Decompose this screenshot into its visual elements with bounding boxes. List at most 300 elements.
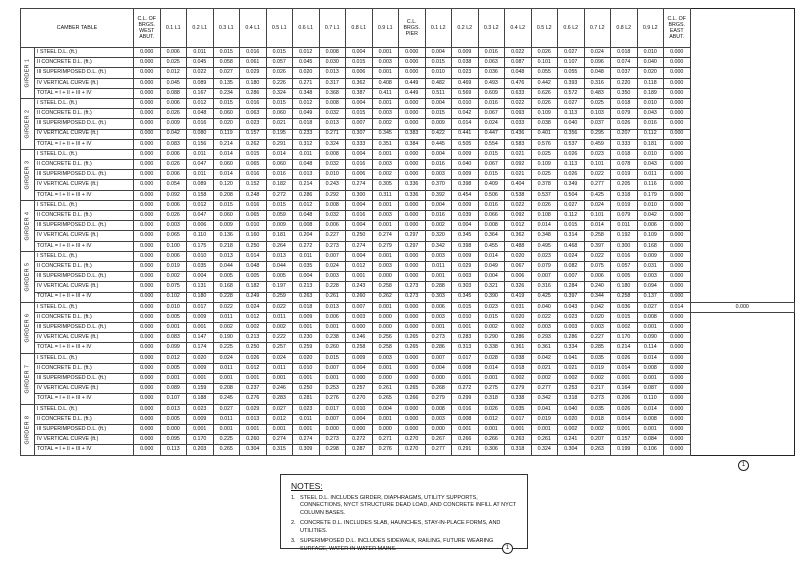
camber-value: 0.006 [425,302,452,312]
camber-value: 0.007 [319,363,346,373]
camber-value: 0.576 [531,139,558,149]
camber-value: 0.067 [505,261,532,271]
camber-value: 0.285 [584,343,611,353]
camber-value: 0.029 [240,404,267,414]
table-row [21,170,795,180]
table-row [21,302,795,312]
row-label: TOTAL = I + II + III + IV [35,292,134,302]
camber-value: 0.002 [240,323,267,333]
camber-value: 0.170 [187,435,214,445]
camber-value: 0.537 [558,139,585,149]
camber-value: 0.018 [611,149,638,159]
camber-value: 0.264 [266,241,293,251]
camber-value: 0.063 [478,58,505,68]
camber-value: 0.000 [134,68,161,78]
camber-value: 0.270 [346,394,373,404]
notes-title: NOTES: [291,481,323,491]
camber-value: 0.054 [160,180,187,190]
camber-value: 0.109 [531,109,558,119]
camber-value: 0.000 [134,343,161,353]
camber-value: 0.080 [187,129,214,139]
camber-value: 0.045 [160,78,187,88]
camber-value: 0.214 [293,180,320,190]
camber-value: 0.336 [399,180,426,190]
camber-value: 0.538 [505,190,532,200]
column-header: 0.7 L1 [319,9,346,48]
row-label: III SUPERIMPOSED D.L. (ft.) [35,272,134,282]
camber-value: 0.000 [664,404,691,414]
camber-value: 0.277 [425,445,452,455]
camber-value: 0.293 [531,333,558,343]
camber-value: 0.011 [266,363,293,373]
camber-value: 0.005 [213,272,240,282]
camber-value: 0.271 [372,435,399,445]
camber-value: 0.009 [187,414,214,424]
camber-value: 0.001 [213,374,240,384]
camber-value: 0.001 [372,149,399,159]
camber-value: 0.000 [664,190,691,200]
camber-value: 0.075 [160,282,187,292]
camber-value: 0.383 [399,129,426,139]
camber-value: 0.006 [505,272,532,282]
camber-value: 0.274 [266,435,293,445]
camber-value: 0.253 [558,384,585,394]
camber-value: 0.017 [319,404,346,414]
table-row [21,78,795,88]
camber-value: 0.304 [558,445,585,455]
camber-value: 0.024 [319,261,346,271]
camber-value: 0.263 [584,445,611,455]
camber-value: 0.286 [240,88,267,98]
camber-value: 0.026 [531,48,558,58]
camber-value: 0.320 [425,231,452,241]
camber-value: 0.049 [478,261,505,271]
camber-value: 0.004 [346,98,373,108]
camber-value: 0.024 [266,353,293,363]
camber-value: 0.027 [213,404,240,414]
girder-label [21,98,35,149]
camber-value: 0.001 [372,251,399,261]
table-row [21,129,795,139]
camber-value: 0.316 [584,78,611,88]
camber-value: 0.011 [187,149,214,159]
table-row [21,282,795,292]
camber-value: 0.015 [319,353,346,363]
camber-value: 0.009 [187,363,214,373]
camber-value: 0.024 [213,353,240,363]
camber-value: 0.001 [160,323,187,333]
camber-value: 0.019 [611,200,638,210]
column-header: 0.6 L2 [558,9,585,48]
column-header: 0.7 L2 [584,9,611,48]
camber-value: 0.002 [505,374,532,384]
note-text: STEEL D.L. INCLUDES GIRDER, DIAPHRAGMS, UTILITY SUPPORTS, CONNECTIONS, NYCT STRUCTURE DEAD LOAD, AND CONCRETE INFILL AT NYCT COLUMN BASES. [300,495,517,516]
camber-value: 0.344 [584,292,611,302]
camber-value: 0.032 [319,109,346,119]
camber-value: 0.083 [160,333,187,343]
camber-value: 0.488 [505,241,532,251]
camber-value: 0.120 [213,180,240,190]
camber-value: 0.024 [584,48,611,58]
camber-value: 0.250 [293,384,320,394]
girder-label [21,302,35,353]
camber-value: 0.000 [399,200,426,210]
camber-value: 0.004 [346,414,373,424]
camber-value: 0.000 [399,109,426,119]
camber-value: 0.245 [213,394,240,404]
camber-value: 0.027 [558,48,585,58]
table-row [21,394,795,404]
camber-value: 0.206 [611,394,638,404]
camber-value: 0.004 [425,48,452,58]
table-row [21,251,795,261]
camber-value: 0.049 [293,109,320,119]
camber-value: 0.000 [399,302,426,312]
camber-value: 0.000 [664,160,691,170]
camber-value: 0.266 [399,394,426,404]
camber-value: 0.299 [452,394,479,404]
camber-value: 0.241 [558,435,585,445]
camber-value: 0.160 [240,231,267,241]
camber-value: 0.000 [664,200,691,210]
camber-value: 0.131 [187,282,214,292]
camber-value: 0.001 [425,323,452,333]
camber-value: 0.030 [319,58,346,68]
camber-value: 0.004 [293,272,320,282]
row-label: TOTAL = I + II + III + IV [35,445,134,455]
camber-value: 0.040 [531,302,558,312]
camber-value: 0.287 [346,445,373,455]
camber-value: 0.041 [531,404,558,414]
table-row [21,292,795,302]
camber-value: 0.297 [399,231,426,241]
camber-value: 0.002 [531,374,558,384]
camber-value: 0.243 [319,180,346,190]
camber-value: 0.110 [637,394,664,404]
camber-value: 0.265 [213,445,240,455]
camber-value: 0.022 [584,251,611,261]
camber-value: 0.014 [584,221,611,231]
camber-value: 0.027 [266,404,293,414]
camber-value: 0.000 [664,241,691,251]
camber-value: 0.000 [664,261,691,271]
camber-value: 0.112 [558,211,585,221]
camber-value: 0.258 [584,231,611,241]
camber-value: 0.006 [584,272,611,282]
camber-value: 0.004 [425,149,452,159]
camber-value: 0.002 [372,119,399,129]
camber-value: 0.237 [240,384,267,394]
camber-value: 0.011 [213,414,240,424]
camber-value: 0.005 [160,363,187,373]
camber-value: 0.067 [478,109,505,119]
row-label: TOTAL = I + II + III + IV [35,343,134,353]
camber-value: 0.012 [266,414,293,424]
camber-value: 0.000 [399,58,426,68]
camber-value: 0.083 [160,139,187,149]
camber-value: 0.027 [213,68,240,78]
table-row [21,353,795,363]
camber-value: 0.026 [160,211,187,221]
camber-value: 0.175 [187,241,214,251]
camber-value: 0.157 [240,129,267,139]
row-label: TOTAL = I + II + III + IV [35,394,134,404]
camber-value: 0.024 [584,200,611,210]
camber-value: 0.040 [558,119,585,129]
camber-value: 0.006 [637,221,664,231]
camber-value: 0.001 [478,374,505,384]
camber-value: 0.270 [399,435,426,445]
camber-value: 0.313 [452,343,479,353]
camber-value: 0.181 [266,231,293,241]
camber-value: 0.000 [399,272,426,282]
camber-value: 0.026 [478,404,505,414]
camber-value: 0.243 [346,282,373,292]
camber-value: 0.025 [531,170,558,180]
camber-value: 0.010 [452,312,479,322]
camber-value: 0.004 [346,149,373,159]
camber-value: 0.038 [505,353,532,363]
camber-value: 0.112 [637,129,664,139]
camber-value: 0.060 [266,160,293,170]
camber-value: 0.016 [240,98,267,108]
camber-value: 0.441 [452,129,479,139]
camber-value: 0.292 [319,190,346,200]
table-row [21,272,795,282]
camber-value: 0.011 [213,363,240,373]
camber-value: 0.043 [637,160,664,170]
camber-value: 0.336 [399,190,426,200]
camber-value: 0.181 [637,139,664,149]
camber-value: 0.012 [187,98,214,108]
camber-value: 0.022 [266,302,293,312]
camber-value: 0.074 [611,58,638,68]
camber-value: 0.000 [134,404,161,414]
camber-value: 0.158 [187,190,214,200]
camber-value: 0.023 [478,302,505,312]
camber-value: 0.583 [505,139,532,149]
camber-value: 0.040 [637,58,664,68]
camber-value: 0.008 [319,149,346,159]
camber-value: 0.225 [213,435,240,445]
row-label: III SUPERIMPOSED D.L. (ft.) [35,424,134,434]
row-label: IV VERTICAL CURVE (ft.) [35,231,134,241]
camber-value: 0.092 [505,211,532,221]
camber-value: 0.001 [611,424,638,434]
camber-value: 0.182 [266,180,293,190]
camber-value: 0.006 [319,221,346,231]
camber-value: 0.000 [134,109,161,119]
camber-value: 0.011 [611,221,638,231]
camber-value: 0.397 [584,241,611,251]
camber-value: 0.026 [160,160,187,170]
camber-value: 0.272 [452,384,479,394]
camber-value: 0.000 [399,98,426,108]
camber-value: 0.055 [531,68,558,78]
camber-value: 0.000 [372,323,399,333]
camber-value: 0.261 [372,384,399,394]
camber-value: 0.025 [584,98,611,108]
camber-value: 0.108 [531,211,558,221]
camber-value: 0.079 [611,211,638,221]
camber-value: 0.037 [584,119,611,129]
camber-value: 0.089 [187,180,214,190]
camber-value: 0.267 [425,435,452,445]
camber-value: 0.000 [160,424,187,434]
camber-value: 0.000 [372,312,399,322]
camber-value: 0.118 [637,78,664,88]
camber-value: 0.268 [425,384,452,394]
camber-value: 0.009 [187,312,214,322]
camber-value: 0.027 [637,302,664,312]
camber-value: 0.208 [213,190,240,200]
row-label: TOTAL = I + II + III + IV [35,139,134,149]
camber-value: 0.000 [346,424,373,434]
camber-value: 0.000 [399,404,426,414]
camber-value: 0.000 [664,78,691,88]
camber-value: 0.338 [505,394,532,404]
camber-value: 0.003 [425,170,452,180]
camber-value: 0.000 [664,48,691,58]
camber-value: 0.015 [346,109,373,119]
girder-label-text: GIRDER 7 [23,364,30,394]
table-row [21,363,795,373]
camber-value: 0.000 [134,119,161,129]
table-row [21,48,795,58]
camber-value: 0.345 [452,292,479,302]
camber-value: 0.001 [160,374,187,384]
camber-value: 0.009 [452,251,479,261]
row-label: III SUPERIMPOSED D.L. (ft.) [35,68,134,78]
camber-value: 0.016 [266,170,293,180]
camber-value: 0.318 [505,445,532,455]
camber-value: 0.113 [558,160,585,170]
note-item [291,520,517,535]
camber-value: 0.398 [452,241,479,251]
camber-value: 0.001 [611,374,638,384]
camber-value: 0.230 [293,333,320,343]
camber-value: 0.000 [399,261,426,271]
girder-label [21,353,35,404]
camber-value: 0.537 [531,190,558,200]
camber-value: 0.345 [372,129,399,139]
camber-value: 0.315 [266,445,293,455]
column-header: 0.9 L1 [372,9,399,48]
camber-value: 0.205 [611,180,638,190]
camber-value: 0.001 [372,68,399,78]
camber-value: 0.103 [584,109,611,119]
camber-value: 0.001 [452,323,479,333]
camber-value: 0.192 [611,231,638,241]
camber-value: 0.342 [531,394,558,404]
camber-value: 0.014 [266,149,293,159]
camber-value: 0.272 [293,241,320,251]
camber-value: 0.007 [531,272,558,282]
camber-value: 0.114 [637,343,664,353]
row-label: IV VERTICAL CURVE (ft.) [35,78,134,88]
camber-value: 0.005 [240,272,267,282]
camber-value: 0.275 [478,384,505,394]
camber-value: 0.026 [611,353,638,363]
camber-value: 0.063 [240,109,267,119]
camber-value: 0.000 [134,129,161,139]
camber-value: 0.511 [425,88,452,98]
camber-value: 0.026 [531,200,558,210]
camber-value: 0.003 [372,160,399,170]
camber-value: 0.342 [425,241,452,251]
camber-value: 0.309 [293,445,320,455]
notes-box [280,474,528,552]
camber-value: 0.010 [160,302,187,312]
camber-value: 0.010 [637,149,664,159]
camber-value: 0.286 [505,333,532,343]
camber-value: 0.482 [425,78,452,88]
camber-value: 0.572 [558,88,585,98]
camber-value: 0.027 [558,200,585,210]
camber-value: 0.350 [611,88,638,98]
camber-value: 0.259 [266,292,293,302]
camber-value: 0.306 [478,445,505,455]
camber-value: 0.060 [266,109,293,119]
camber-value: 0.009 [637,251,664,261]
table-row [21,200,795,210]
girder-label-text: GIRDER 2 [23,109,30,139]
camber-value: 0.002 [425,221,452,231]
camber-value: 0.016 [452,404,479,414]
camber-value: 0.022 [505,48,532,58]
camber-value: 0.419 [505,292,532,302]
camber-value: 0.019 [584,363,611,373]
row-label: I STEEL D.L. (ft.) [35,251,134,261]
camber-value: 0.020 [558,414,585,424]
camber-value: 0.011 [293,251,320,261]
camber-value: 0.004 [346,200,373,210]
camber-value: 0.015 [213,98,240,108]
camber-value: 0.000 [134,88,161,98]
camber-value: 0.279 [425,394,452,404]
camber-value: 0.370 [425,180,452,190]
camber-value: 0.324 [319,139,346,149]
camber-value: 0.040 [452,160,479,170]
camber-value: 0.506 [478,190,505,200]
camber-value: 0.107 [160,394,187,404]
camber-value: 0.000 [372,374,399,384]
camber-value: 0.019 [160,261,187,271]
row-label: III SUPERIMPOSED D.L. (ft.) [35,221,134,231]
camber-value: 0.066 [478,211,505,221]
column-header: 0.8 L2 [611,9,638,48]
camber-value: 0.222 [266,333,293,343]
camber-value: 0.000 [664,58,691,68]
header-row [21,9,795,48]
row-label: II CONCRETE D.L. (ft.) [35,261,134,271]
girder-label-text: GIRDER 1 [23,58,30,88]
camber-value: 0.260 [346,292,373,302]
camber-value: 0.025 [160,58,187,68]
camber-value: 0.048 [293,211,320,221]
camber-value: 0.008 [637,414,664,424]
camber-value: 0.000 [399,323,426,333]
camber-value: 0.035 [505,404,532,414]
camber-value: 0.001 [452,374,479,384]
camber-value: 0.000 [664,343,691,353]
camber-value: 0.001 [425,272,452,282]
camber-value: 0.283 [452,333,479,343]
camber-value: 0.012 [240,363,267,373]
camber-value: 0.197 [266,282,293,292]
camber-value: 0.012 [293,48,320,58]
camber-value: 0.002 [611,323,638,333]
